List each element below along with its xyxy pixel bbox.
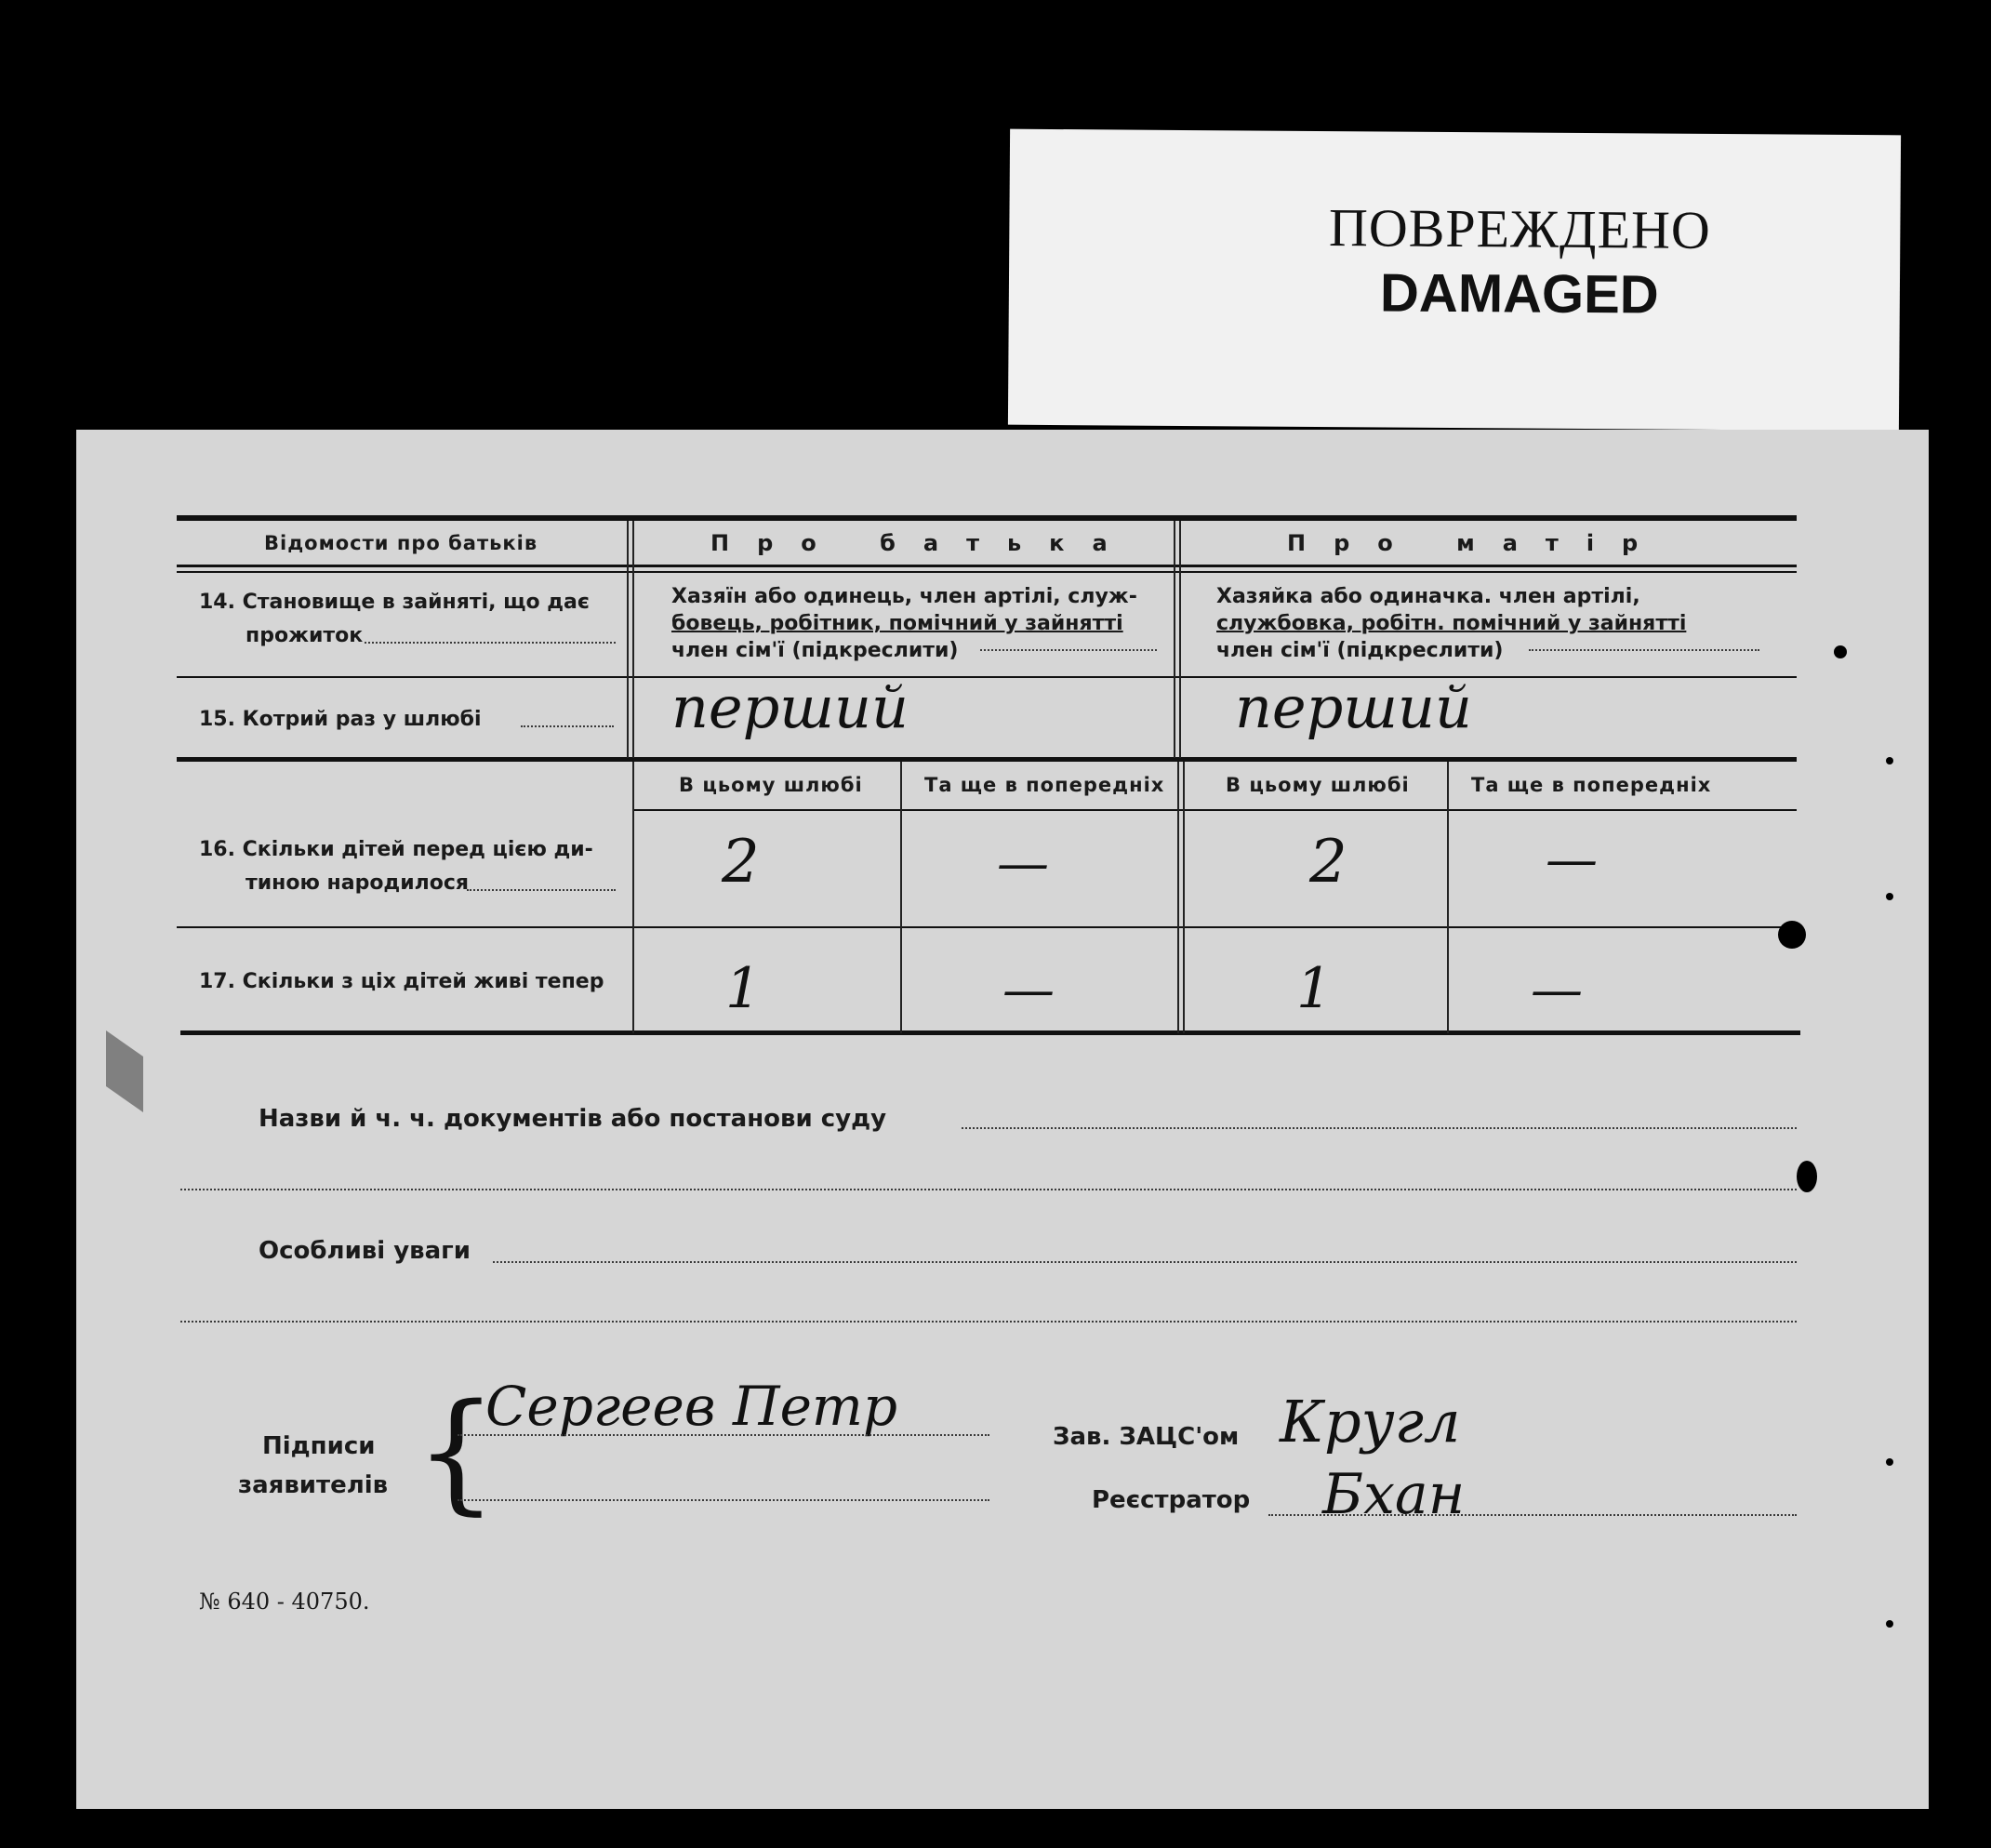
vline-1 bbox=[627, 521, 629, 758]
row16-label-line1: 16. Скільки дітей перед цією ди- bbox=[199, 838, 593, 861]
header-rule bbox=[177, 565, 1797, 567]
vline-6 bbox=[1447, 762, 1449, 1033]
notes-line1[interactable] bbox=[493, 1261, 1797, 1263]
table-top-rule bbox=[177, 515, 1797, 521]
subhead-mother-this: В цьому шлюбі bbox=[1226, 774, 1410, 796]
subhead-mother-prev: Та ще в попередніх bbox=[1471, 774, 1712, 796]
row15-label: 15. Котрий раз у шлюбі bbox=[199, 708, 482, 731]
row16-father-prev: — bbox=[997, 833, 1049, 894]
punch-hole bbox=[1778, 921, 1806, 949]
row16-mother-this: 2 bbox=[1309, 828, 1347, 897]
notes-label: Особливі уваги bbox=[259, 1237, 471, 1265]
row14-dots bbox=[365, 642, 616, 644]
head-label: Зав. ЗАЦС'ом bbox=[1053, 1423, 1240, 1451]
row16-mother-prev: — bbox=[1546, 830, 1598, 890]
notes-line2[interactable] bbox=[180, 1321, 1797, 1323]
row15-mother-handwritten: перший bbox=[1235, 673, 1472, 741]
row14-label-line1: 14. Становище в зайняті, що дає bbox=[199, 591, 590, 614]
header-father: Про батька bbox=[710, 530, 1135, 556]
registrar-signature: Бхан bbox=[1322, 1462, 1466, 1527]
table-bottom-rule bbox=[180, 1030, 1800, 1035]
row17-label: 17. Скільки з ціх дітей живі тепер bbox=[199, 970, 604, 993]
registrar-label: Реєстратор bbox=[1092, 1486, 1251, 1514]
vline-2 bbox=[1174, 521, 1175, 758]
applicant-signature: Сергеев Петр bbox=[485, 1375, 898, 1438]
damage-spot bbox=[1886, 757, 1893, 764]
form-number: № 640 - 40750. bbox=[199, 1589, 370, 1615]
row17-mother-this: 1 bbox=[1296, 956, 1333, 1021]
row15-dots bbox=[521, 725, 614, 727]
damage-spot bbox=[1886, 1458, 1893, 1466]
documents-line2[interactable] bbox=[180, 1189, 1797, 1190]
head-signature: Кругл bbox=[1280, 1388, 1461, 1456]
row16-father-this: 2 bbox=[722, 828, 760, 897]
row16-rule bbox=[177, 926, 1797, 928]
row15-rule bbox=[177, 757, 1797, 762]
row14-mother-line1: Хазяйка або одиначка. член артілі, bbox=[1216, 585, 1640, 608]
row14-mother-line3: член сім'ї (підкреслити) bbox=[1216, 639, 1504, 662]
header-mother: Про матір bbox=[1287, 530, 1666, 556]
damaged-label-card bbox=[1008, 129, 1901, 432]
vline-3 bbox=[632, 762, 634, 1033]
applicant-line2[interactable] bbox=[458, 1499, 989, 1501]
form-sheet bbox=[76, 430, 1929, 1809]
row16-dots bbox=[467, 889, 616, 891]
row14-label-line2: прожиток bbox=[246, 624, 364, 647]
applicant-line1[interactable] bbox=[458, 1434, 989, 1436]
applicants-label-line1: Підписи bbox=[262, 1432, 376, 1460]
row14-rule bbox=[177, 676, 1797, 678]
vline-5b bbox=[1183, 762, 1185, 1033]
header-col1: Відомости про батьків bbox=[264, 532, 538, 554]
row16-label-line2: тиною народилося bbox=[246, 871, 470, 895]
applicants-label-line2: заявителів bbox=[238, 1471, 389, 1499]
vline-2b bbox=[1179, 521, 1181, 758]
sheet-scuff bbox=[106, 1030, 143, 1112]
damage-spot bbox=[1834, 645, 1847, 658]
documents-label: Назви й ч. ч. документів або постанови суду bbox=[259, 1105, 887, 1133]
header-rule-2 bbox=[177, 571, 1797, 573]
registrar-line[interactable] bbox=[1268, 1514, 1797, 1516]
row15-father-handwritten: перший bbox=[671, 673, 909, 741]
label-damaged-ru: ПОВРЕЖДЕНО bbox=[1328, 197, 1712, 260]
row14-father-line3: член сім'ї (підкреслити) bbox=[671, 639, 959, 662]
applicants-brace: { bbox=[415, 1376, 498, 1528]
damage-spot bbox=[1886, 1620, 1893, 1628]
vline-5 bbox=[1177, 762, 1179, 1033]
subhead-father-prev: Та ще в попередніх bbox=[924, 774, 1165, 796]
row14-father-line1: Хазяїн або одинець, член артілі, служ- bbox=[671, 585, 1137, 608]
damage-spot bbox=[1886, 893, 1893, 900]
row17-father-prev: — bbox=[1002, 960, 1055, 1020]
row14-father-dots bbox=[980, 649, 1157, 651]
row17-mother-prev: — bbox=[1531, 960, 1583, 1020]
vline-4 bbox=[900, 762, 902, 1033]
row17-father-this: 1 bbox=[725, 956, 762, 1021]
documents-line1[interactable] bbox=[962, 1127, 1797, 1129]
subhead-rule bbox=[634, 809, 1797, 811]
row14-mother-line2: службовка, робітн. помічний у зайнятті bbox=[1216, 612, 1687, 635]
subhead-father-this: В цьому шлюбі bbox=[679, 774, 863, 796]
punch-hole bbox=[1797, 1161, 1817, 1192]
row14-father-line2: бовець, робітник, помічний у зайнятті bbox=[671, 612, 1123, 635]
vline-1b bbox=[632, 521, 634, 758]
label-damaged-en: DAMAGED bbox=[1379, 262, 1659, 326]
row14-mother-dots bbox=[1529, 649, 1759, 651]
